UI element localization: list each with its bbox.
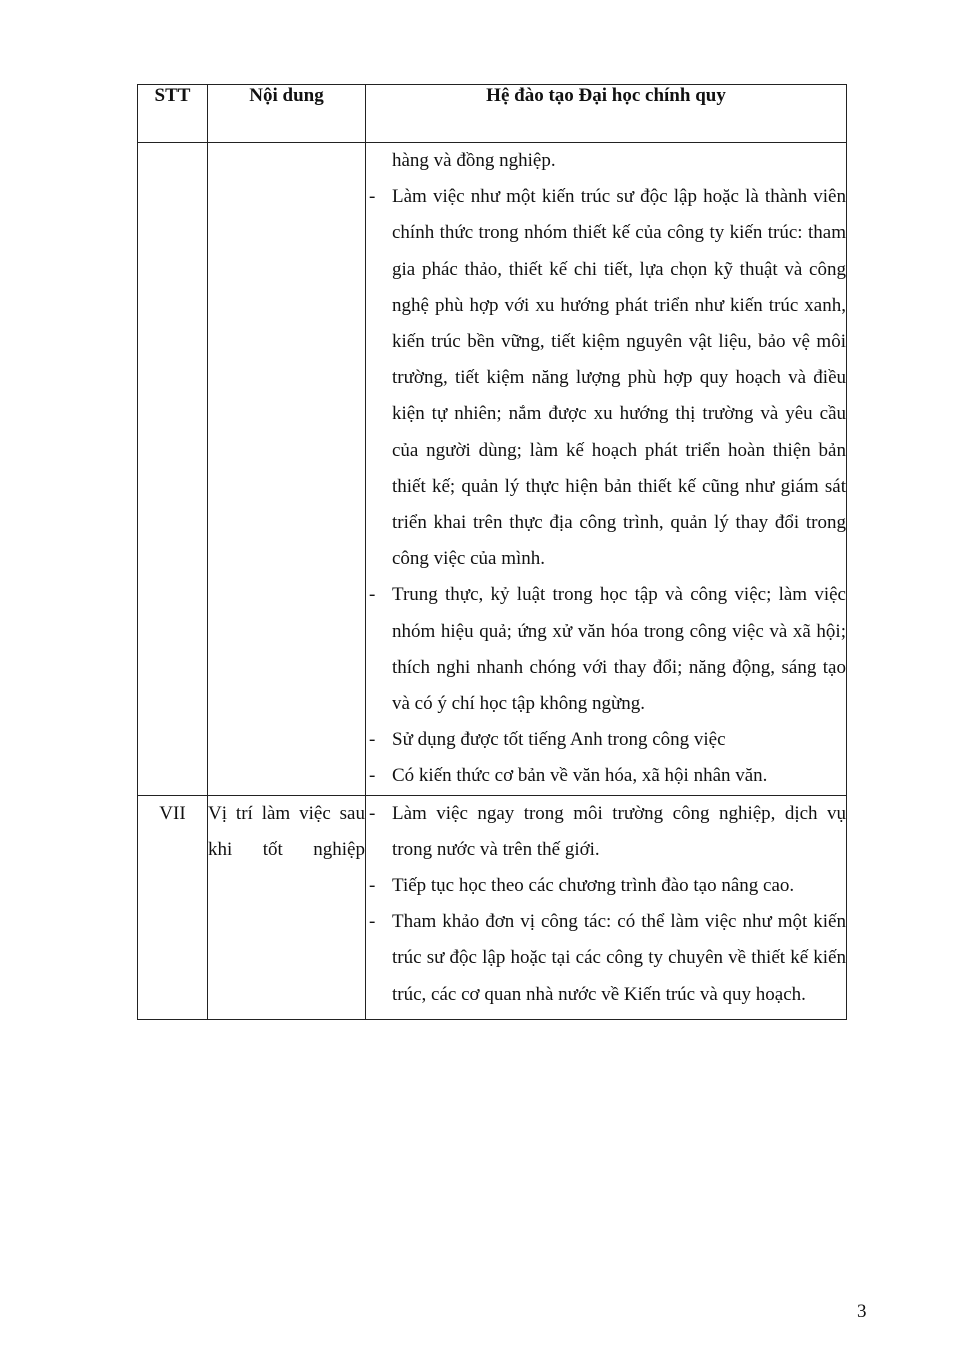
row2-stt: VII xyxy=(138,795,208,1019)
list-item-text: Làm việc ngay trong môi trường công nghiệp, dịch vụ trong nước và trên thế giới. xyxy=(392,802,846,860)
list-item xyxy=(366,868,846,904)
list-item xyxy=(366,758,846,794)
row2-noi-dung-text: Vị trí làm việc sau khi tốt nghiệp xyxy=(208,802,365,860)
dash-bullet: - xyxy=(369,875,376,897)
dash-bullet: - xyxy=(369,186,376,208)
list-item-text: Sử dụng được tốt tiếng Anh trong công việc xyxy=(392,729,726,751)
table-row xyxy=(138,795,847,1019)
list-item xyxy=(366,577,846,722)
list-item-text: Trung thực, kỷ luật trong học tập và công việc; làm việc nhóm hiệu quả; ứng xử văn hóa trong công việc và xã hội; thích nghi nhanh chóng với thay đổi; năng động, sáng tạo và có ý chí học tập không ngừng. xyxy=(392,584,846,715)
page-number: 3 xyxy=(857,1301,867,1322)
row1-content-cell xyxy=(366,143,847,796)
dash-bullet: - xyxy=(369,765,376,787)
row1-noi-dung-cell xyxy=(208,143,366,796)
list-item xyxy=(366,904,846,1013)
list-item-text: Có kiến thức cơ bản về văn hóa, xã hội nhân văn. xyxy=(392,765,768,787)
list-item-text: Tiếp tục học theo các chương trình đào tạo nâng cao. xyxy=(392,875,795,897)
list-item-text: Tham khảo đơn vị công tác: có thể làm việc như một kiến trúc sư độc lập hoặc tại các công ty chuyên về thiết kế kiến trúc, các cơ quan nhà nước về Kiến trúc và quy hoạch. xyxy=(392,911,846,1005)
dash-bullet: - xyxy=(369,729,376,751)
table-row xyxy=(138,143,847,796)
list-item xyxy=(366,796,846,868)
list-item xyxy=(366,179,846,577)
table-header-row xyxy=(138,85,847,143)
dash-bullet: - xyxy=(369,802,376,824)
dash-bullet: - xyxy=(369,911,376,933)
header-stt: STT xyxy=(138,85,208,143)
header-noi-dung: Nội dung xyxy=(208,85,366,143)
row2-content-cell xyxy=(366,795,847,1019)
header-he-dao-tao: Hệ đào tạo Đại học chính quy xyxy=(366,85,847,143)
row1-stt-cell xyxy=(138,143,208,796)
list-item xyxy=(366,722,846,758)
row2-noi-dung xyxy=(208,795,366,1019)
list-item-text: Làm việc như một kiến trúc sư độc lập hoặc là thành viên chính thức trong nhóm thiết kế của công ty kiến trúc: tham gia phác thảo, thiết kế chi tiết, lựa chọn kỹ thuật và công nghệ phù hợp với xu hướng phát triển như kiến trúc xanh, kiến trúc bền vững, tiết kiệm nguyên vật liệu, bảo vệ môi trường, tiết kiệm năng lượng phù hợp quy hoạch và điều kiện tự nhiên; nắm được xu hướng thị trường và yêu cầu của người dùng; làm kế hoạch phát triển hoàn thiện bản thiết kế; quản lý thực hiện bản thiết kế cũng như giám sát triển khai trên thực địa công trình, quản lý thay đổi trong công việc của mình. xyxy=(392,186,846,570)
program-table xyxy=(137,84,847,1020)
continuation-text: hàng và đồng nghiệp. xyxy=(392,150,556,171)
dash-bullet: - xyxy=(369,584,376,606)
